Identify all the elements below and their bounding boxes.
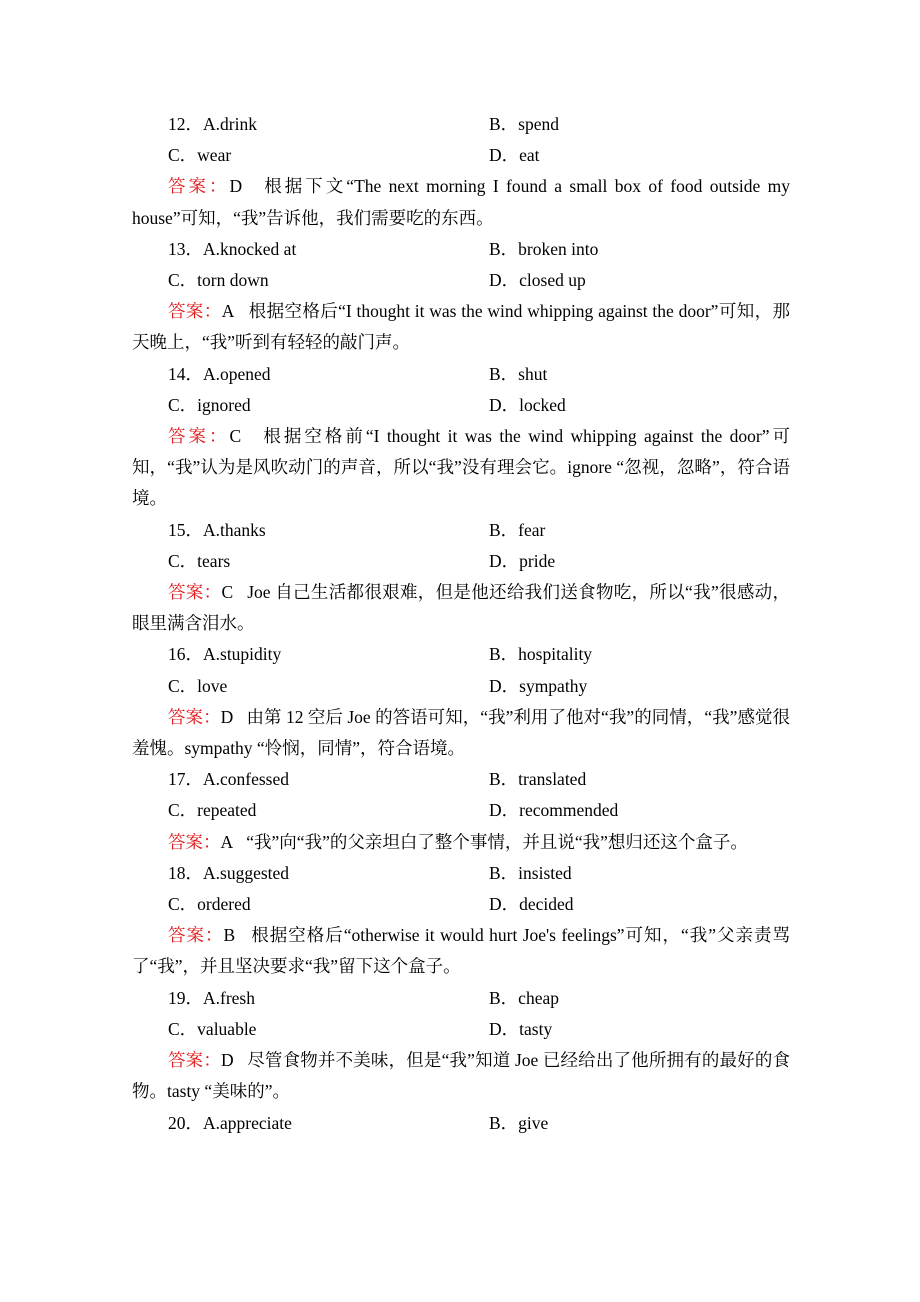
explanation-text: 根据空格后“otherwise it would hurt Joe's feelings”可知，“我”父亲责骂了“我”，并且坚决要求“我”留下这个盒子。 (132, 925, 790, 977)
answer-letter: A (220, 831, 234, 852)
option-d: D．sympathy (489, 675, 588, 696)
option-c: C．love (168, 675, 228, 696)
option-a: 18．A.suggested (168, 862, 290, 883)
answer-explanation (132, 827, 790, 858)
explanation-text: 根据空格前“I thought it was the wind whipping against the door”可知，“我”认为是风吹动门的声音，所以“我”没有理会它。ignore “忽视，忽略”，符合语境。 (132, 426, 791, 509)
explanation-text: 尽管食物并不美味，但是“我”知道 Joe 已经给出了他所拥有的最好的食物。tasty “美味的”。 (132, 1050, 790, 1102)
option-b: B．spend (489, 114, 559, 134)
option-a: 19．A.fresh (168, 987, 255, 1008)
options-row (132, 234, 790, 265)
answer-explanation (132, 296, 790, 358)
option-c: C．tears (168, 550, 231, 571)
answer-letter: C (221, 582, 234, 603)
option-a: 17．A.confessed (168, 769, 290, 790)
answer-label: 答案： (168, 426, 230, 447)
answer-explanation (132, 171, 790, 233)
option-d: D．eat (489, 145, 540, 166)
answer-letter: C (229, 426, 242, 447)
answer-label: 答案： (168, 301, 222, 322)
answer-letter: D (229, 176, 243, 197)
options-row (132, 265, 790, 296)
option-a: 13．A.knocked at (168, 238, 297, 259)
answer-explanation (132, 1045, 790, 1107)
option-c: C．torn down (168, 270, 269, 291)
answer-key-content (132, 109, 790, 1139)
option-d: D．recommended (489, 800, 619, 821)
options-row (132, 1014, 790, 1045)
options-row (132, 764, 790, 795)
option-b: B．fear (489, 519, 546, 540)
explanation-text: “我”向“我”的父亲坦白了整个事情，并且说“我”想归还这个盒子。 (246, 831, 748, 852)
options-row (132, 983, 790, 1014)
answer-label: 答案： (168, 1050, 221, 1071)
option-d: D．tasty (489, 1018, 553, 1039)
option-d: D．pride (489, 550, 556, 571)
option-b: B．insisted (489, 862, 572, 883)
options-row (132, 109, 790, 140)
answer-letter: A (221, 301, 235, 322)
options-row (132, 639, 790, 670)
option-c: C．wear (168, 145, 232, 166)
explanation-text: 根据下文“The next morning I found a small box of food outside my house”可知，“我”告诉他，我们需要吃的东西。 (132, 176, 791, 228)
option-c: C．valuable (168, 1018, 257, 1039)
answer-explanation (132, 577, 790, 639)
options-row (132, 546, 790, 577)
options-row (132, 671, 790, 702)
answer-explanation (132, 702, 790, 764)
option-b: B．translated (489, 769, 587, 790)
options-row (132, 858, 790, 889)
answer-label: 答案： (168, 706, 221, 727)
option-a: 20．A.appreciate (168, 1112, 292, 1133)
option-c: C．ordered (168, 894, 251, 915)
explanation-text: 根据空格后“I thought it was the wind whipping against the door”可知，那天晚上，“我”听到有轻轻的敲门声。 (132, 301, 791, 353)
options-row (132, 889, 790, 920)
option-b: B．cheap (489, 987, 559, 1008)
answer-label: 答案： (168, 176, 230, 197)
option-b: B．shut (489, 363, 548, 384)
answer-label: 答案： (168, 925, 224, 946)
explanation-text: 由第 12 空后 Joe 的答语可知，“我”利用了他对“我”的同情，“我”感觉很羞愧。sympathy “怜悯，同情”，符合语境。 (132, 706, 791, 759)
answer-letter: D (220, 706, 234, 727)
answer-letter: B (223, 925, 236, 946)
option-a: 15．A.thanks (168, 519, 266, 540)
option-a: 14．A.opened (168, 363, 271, 384)
answer-explanation (132, 421, 790, 515)
options-row (132, 795, 790, 826)
option-a: 12．A.drink (168, 114, 257, 134)
option-d: D．locked (489, 394, 566, 415)
options-row (132, 390, 790, 421)
explanation-text: Joe 自己生活都很艰难，但是他还给我们送食物吃，所以“我”很感动，眼里满含泪水。 (132, 582, 790, 634)
options-row (132, 515, 790, 546)
option-b: B．broken into (489, 238, 599, 259)
option-a: 16．A.stupidity (168, 644, 282, 665)
options-row (132, 140, 790, 171)
option-c: C．ignored (168, 394, 251, 415)
option-b: B．hospitality (489, 644, 593, 665)
answer-letter: D (221, 1050, 234, 1071)
option-b: B．give (489, 1112, 549, 1133)
option-d: D．closed up (489, 270, 586, 291)
options-row (132, 359, 790, 390)
answer-label: 答案： (168, 582, 222, 603)
option-c: C．repeated (168, 800, 257, 821)
option-d: D．decided (489, 894, 574, 915)
options-row (132, 1108, 790, 1139)
answer-explanation (132, 920, 790, 982)
answer-label: 答案： (168, 831, 221, 852)
